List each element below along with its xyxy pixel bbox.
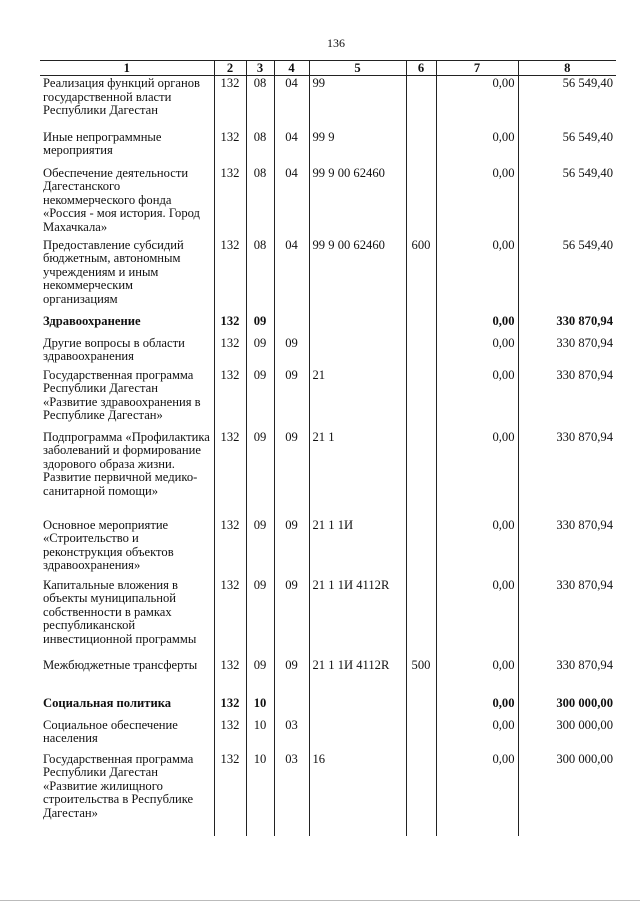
- row-col5-cell: 99 9 00 62460: [309, 238, 406, 314]
- row-col3-cell: 10: [246, 752, 274, 836]
- row-name-cell: Другие вопросы в области здравоохранения: [43, 335, 185, 364]
- table-row: [40, 238, 616, 314]
- row-col6-cell: [406, 518, 436, 578]
- row-col2-cell: 132: [214, 76, 246, 130]
- column-header: 3: [246, 61, 274, 76]
- table-row: [40, 336, 616, 368]
- row-col6-cell: [406, 76, 436, 130]
- row-col8-cell: 330 870,94: [518, 578, 616, 658]
- column-header: 7: [436, 61, 518, 76]
- row-col7-cell: 0,00: [436, 166, 518, 238]
- table-body: [40, 76, 616, 836]
- row-col7-cell: 0,00: [436, 658, 518, 696]
- row-col2-cell: 132: [214, 518, 246, 578]
- row-col8-cell: 330 870,94: [518, 430, 616, 518]
- table-row: [40, 430, 616, 518]
- row-col2-cell: 132: [214, 752, 246, 836]
- table-row: [40, 130, 616, 166]
- row-col4-cell: 09: [274, 430, 309, 518]
- row-col3-cell: 08: [246, 166, 274, 238]
- row-col5-cell: 21 1 1И 4112R: [309, 578, 406, 658]
- row-col5-cell: [309, 314, 406, 336]
- row-col6-cell: [406, 578, 436, 658]
- row-col7-cell: 0,00: [436, 518, 518, 578]
- page-number: 136: [327, 36, 345, 50]
- row-col4-cell: [274, 314, 309, 336]
- row-col7-cell: 0,00: [436, 752, 518, 836]
- row-col3-cell: 10: [246, 718, 274, 752]
- row-col5-cell: 99: [309, 76, 406, 130]
- row-col7-cell: 0,00: [436, 238, 518, 314]
- row-col3-cell: 08: [246, 130, 274, 166]
- row-col6-cell: 500: [406, 658, 436, 696]
- row-col7-cell: 0,00: [436, 368, 518, 430]
- row-col8-cell: 330 870,94: [518, 336, 616, 368]
- row-col5-cell: 99 9: [309, 130, 406, 166]
- row-col6-cell: [406, 696, 436, 718]
- table-row: [40, 696, 616, 718]
- row-col7-cell: 0,00: [436, 314, 518, 336]
- row-name-cell: Государственная программа Республики Дагестан «Развитие жилищного строительства в Республике Дагестан»: [43, 751, 194, 820]
- row-col4-cell: 09: [274, 518, 309, 578]
- row-col3-cell: 09: [246, 336, 274, 368]
- row-name-cell: Предоставление субсидий бюджетным, автономным учреждениям и иным некоммерческим организациям: [43, 237, 184, 306]
- row-col3-cell: 09: [246, 658, 274, 696]
- row-name-cell: Капитальные вложения в объекты муниципальной собственности в рамках республиканской инвестиционной программы: [43, 577, 197, 646]
- row-col7-cell: 0,00: [436, 718, 518, 752]
- row-col5-cell: [309, 336, 406, 368]
- row-col4-cell: 04: [274, 76, 309, 130]
- row-name-cell: Здравоохранение: [43, 313, 141, 328]
- row-col4-cell: 09: [274, 336, 309, 368]
- row-col4-cell: 04: [274, 166, 309, 238]
- row-col8-cell: 56 549,40: [518, 166, 616, 238]
- row-name-cell: Обеспечение деятельности Дагестанского некоммерческого фонда «Россия - моя история. Город Махачкала»: [43, 165, 200, 234]
- row-col2-cell: 132: [214, 166, 246, 238]
- table-row: [40, 314, 616, 336]
- table-row: [40, 518, 616, 578]
- row-col6-cell: [406, 752, 436, 836]
- row-col5-cell: 16: [309, 752, 406, 836]
- row-col2-cell: 132: [214, 658, 246, 696]
- row-col6-cell: [406, 718, 436, 752]
- table-row: [40, 166, 616, 238]
- row-col5-cell: 21 1 1И: [309, 518, 406, 578]
- row-col2-cell: 132: [214, 130, 246, 166]
- row-col3-cell: 09: [246, 314, 274, 336]
- row-col6-cell: [406, 314, 436, 336]
- row-col6-cell: 600: [406, 238, 436, 314]
- column-header: 8: [518, 61, 616, 76]
- row-col6-cell: [406, 130, 436, 166]
- row-col5-cell: 21: [309, 368, 406, 430]
- row-col8-cell: 56 549,40: [518, 238, 616, 314]
- row-col3-cell: 08: [246, 76, 274, 130]
- budget-table: [40, 60, 616, 836]
- row-col5-cell: [309, 696, 406, 718]
- row-col3-cell: 09: [246, 578, 274, 658]
- row-name-cell: Социальное обеспечение населения: [43, 717, 178, 746]
- scan-edge-line: [0, 900, 640, 901]
- row-col8-cell: 300 000,00: [518, 696, 616, 718]
- row-col3-cell: 09: [246, 430, 274, 518]
- column-header: 6: [406, 61, 436, 76]
- row-col4-cell: [274, 696, 309, 718]
- row-col3-cell: 10: [246, 696, 274, 718]
- row-col2-cell: 132: [214, 578, 246, 658]
- row-col7-cell: 0,00: [436, 430, 518, 518]
- row-col5-cell: 21 1 1И 4112R: [309, 658, 406, 696]
- row-name-cell: Межбюджетные трансферты: [43, 657, 198, 672]
- row-col5-cell: 99 9 00 62460: [309, 166, 406, 238]
- row-col8-cell: 56 549,40: [518, 130, 616, 166]
- table-row: [40, 368, 616, 430]
- row-col4-cell: 03: [274, 752, 309, 836]
- table-row: [40, 718, 616, 752]
- row-col2-cell: 132: [214, 238, 246, 314]
- row-col5-cell: [309, 718, 406, 752]
- row-name-cell: Иные непрограммные мероприятия: [43, 129, 162, 158]
- row-col2-cell: 132: [214, 336, 246, 368]
- row-col4-cell: 09: [274, 578, 309, 658]
- row-col6-cell: [406, 336, 436, 368]
- row-col2-cell: 132: [214, 696, 246, 718]
- row-col8-cell: 56 549,40: [518, 76, 616, 130]
- table-header-row: [40, 61, 616, 76]
- row-col2-cell: 132: [214, 314, 246, 336]
- row-name-cell: Основное мероприятие «Строительство и реконструкция объектов здравоохранения»: [43, 517, 174, 573]
- row-col7-cell: 0,00: [436, 336, 518, 368]
- column-header: 2: [214, 61, 246, 76]
- row-col5-cell: 21 1: [309, 430, 406, 518]
- row-col2-cell: 132: [214, 368, 246, 430]
- table-row: [40, 76, 616, 130]
- table-row: [40, 578, 616, 658]
- row-col4-cell: 04: [274, 130, 309, 166]
- row-col6-cell: [406, 166, 436, 238]
- row-col4-cell: 09: [274, 368, 309, 430]
- row-col4-cell: 04: [274, 238, 309, 314]
- row-col6-cell: [406, 368, 436, 430]
- row-col7-cell: 0,00: [436, 578, 518, 658]
- table-row: [40, 658, 616, 696]
- row-name-cell: Социальная политика: [43, 695, 172, 710]
- row-col4-cell: 03: [274, 718, 309, 752]
- row-name-cell: Подпрограмма «Профилактика заболеваний и формирование здорового образа жизни. Развитие первичной медико-санитарной помощи»: [43, 429, 210, 498]
- column-header: 5: [309, 61, 406, 76]
- row-col7-cell: 0,00: [436, 130, 518, 166]
- row-name-cell: Реализация функций органов государственной власти Республики Дагестан: [43, 76, 200, 118]
- row-col8-cell: 300 000,00: [518, 718, 616, 752]
- row-col8-cell: 300 000,00: [518, 752, 616, 836]
- row-name-cell: Государственная программа Республики Дагестан «Развитие здравоохранения в Республике Дагестан»: [43, 367, 201, 423]
- row-col7-cell: 0,00: [436, 696, 518, 718]
- row-col2-cell: 132: [214, 718, 246, 752]
- column-header: 1: [40, 61, 214, 76]
- row-col2-cell: 132: [214, 430, 246, 518]
- row-col6-cell: [406, 430, 436, 518]
- column-header: 4: [274, 61, 309, 76]
- row-col3-cell: 09: [246, 518, 274, 578]
- row-col4-cell: 09: [274, 658, 309, 696]
- row-col8-cell: 330 870,94: [518, 314, 616, 336]
- row-col8-cell: 330 870,94: [518, 658, 616, 696]
- row-col8-cell: 330 870,94: [518, 368, 616, 430]
- row-col3-cell: 09: [246, 368, 274, 430]
- table-row: [40, 752, 616, 836]
- row-col8-cell: 330 870,94: [518, 518, 616, 578]
- row-col7-cell: 0,00: [436, 76, 518, 130]
- row-col3-cell: 08: [246, 238, 274, 314]
